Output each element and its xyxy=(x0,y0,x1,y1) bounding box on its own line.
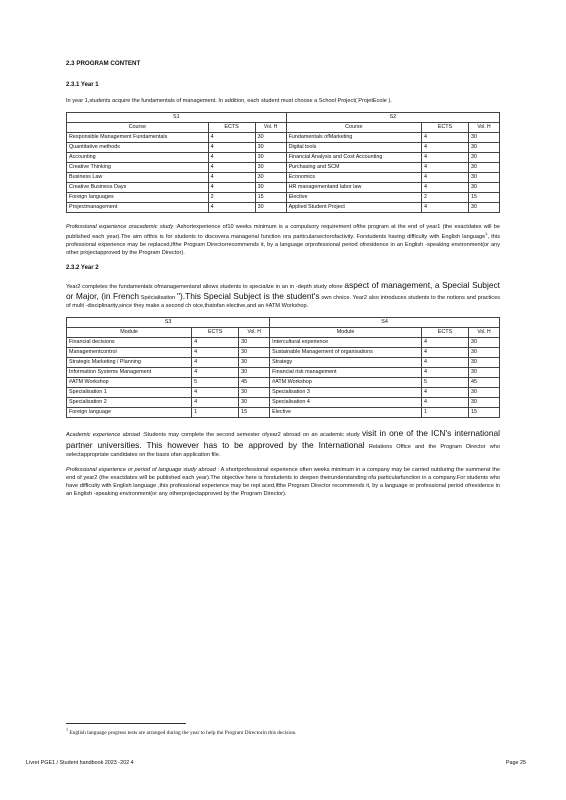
abroad-text-big: visit in one of the ICN's international partner universities. This however has to be approved by the International xyxy=(66,428,501,450)
col-ects: ECTS xyxy=(422,122,469,132)
prof-text: :Ashortexperience of10 weeks minimum is a compulsory requirement ofthe program at the end of year1 (the exactdates will be published each year).The aim ofthis is for students to discovera managerial function ora particularsectorofactivity. Forstudents having difficulty with English language xyxy=(66,223,500,240)
ects-right: 4 xyxy=(422,202,469,212)
course-right: Intercultural experience xyxy=(270,338,422,348)
vol-right: 30 xyxy=(469,182,500,192)
ects-right: 4 xyxy=(422,162,469,172)
course-left: Strategic Marketing / Planning xyxy=(67,358,192,368)
ects-left: 2 xyxy=(208,192,255,202)
vol-left: 30 xyxy=(255,162,286,172)
col-module: Module xyxy=(67,328,192,338)
footnote-text: English language progress tests are arranged during the year to help the Program Directorin this decision. xyxy=(68,729,297,736)
ects-left: 4 xyxy=(192,338,239,348)
table-row xyxy=(67,408,500,418)
table-row xyxy=(67,172,500,182)
col-ects: ECTS xyxy=(422,328,469,338)
col-course: Course xyxy=(286,122,421,132)
ects-right: 4 xyxy=(422,142,469,152)
footnote-divider xyxy=(66,723,186,724)
year2-intro-c: Spécialisation xyxy=(140,295,176,302)
table-row xyxy=(67,348,500,358)
course-right: HR managementand labor law xyxy=(286,182,421,192)
table-row xyxy=(67,398,500,408)
semester-s1: S1 xyxy=(67,112,287,122)
course-right: Specialisation 3 xyxy=(270,388,422,398)
vol-left: 15 xyxy=(255,192,286,202)
footnote-mark: 1 xyxy=(66,727,68,732)
course-right: Fundamentals ofMarketing xyxy=(286,132,421,142)
vol-left: 30 xyxy=(255,132,286,142)
course-left: Quantitative methods xyxy=(67,142,209,152)
col-vol: Vol. H xyxy=(469,122,500,132)
ects-left: 4 xyxy=(192,348,239,358)
vol-left: 30 xyxy=(239,368,270,378)
abroad-text: :Students may complete the second semester ofyear2 abroad on an academic study xyxy=(140,432,360,439)
prof-text-2: , this professional experience may be replaced,ifthe Program Directorrecommends it, by a language orprofessional period ofresidence in an English -speaking environment(or any other projectapproved by the Program Director). xyxy=(66,233,500,257)
ects-right: 5 xyxy=(422,378,469,388)
vol-right: 30 xyxy=(469,132,500,142)
table-row xyxy=(67,192,500,202)
vol-right: 30 xyxy=(469,398,500,408)
course-right: Financial Analysis and Cost Accounting xyxy=(286,152,421,162)
table-row xyxy=(67,202,500,212)
table-row xyxy=(67,388,500,398)
year1-table xyxy=(66,112,500,213)
footer-left: Livret PGE1 / Student handbook 2023 -202 4 xyxy=(26,760,134,766)
ects-left: 4 xyxy=(192,398,239,408)
ects-right: 4 xyxy=(422,348,469,358)
year2-heading: 2.3.2 Year 2 xyxy=(66,265,99,272)
vol-left: 30 xyxy=(255,202,286,212)
ects-left: 4 xyxy=(208,172,255,182)
year1-intro: In year 1,students acquire the fundamentals of management. In addition, each student must choose a School Project( ProjetEcole ). xyxy=(66,97,392,104)
vol-left: 45 xyxy=(239,378,270,388)
course-right: Purchasing and SCM xyxy=(286,162,421,172)
semester-s4: S4 xyxy=(270,318,500,328)
semester-s2: S2 xyxy=(286,112,499,122)
vol-left: 30 xyxy=(239,338,270,348)
vol-right: 30 xyxy=(469,202,500,212)
abroad-text-2: Relations Office and the Program Director who selectappropriate candidates on the basis ofan application file. xyxy=(66,443,500,458)
year2-intro-b: aspect of management, a Special Subject or Major, (in French xyxy=(66,279,500,302)
year2-table-body xyxy=(67,338,500,418)
col-course: Course xyxy=(67,122,209,132)
page-content xyxy=(66,60,500,505)
ects-left: 4 xyxy=(208,152,255,162)
course-right: Elective xyxy=(270,408,422,418)
ects-left: 4 xyxy=(208,132,255,142)
ects-left: 4 xyxy=(208,162,255,172)
col-ects: ECTS xyxy=(208,122,255,132)
ects-right: 1 xyxy=(422,408,469,418)
table-row xyxy=(67,358,500,368)
vol-right: 30 xyxy=(469,172,500,182)
year2-academic-abroad xyxy=(66,428,500,458)
col-vol: Vol. H xyxy=(469,328,500,338)
course-left: Specialisation 2 xyxy=(67,398,192,408)
ects-right: 4 xyxy=(422,388,469,398)
vol-right: 30 xyxy=(469,152,500,162)
vol-left: 30 xyxy=(255,182,286,192)
course-left: Projectmanagement xyxy=(67,202,209,212)
prof2-label: Professional experience or period of language study abroad xyxy=(66,466,216,473)
ects-right: 4 xyxy=(422,132,469,142)
vol-left: 30 xyxy=(239,388,270,398)
course-left: Accounting xyxy=(67,152,209,162)
course-right: #ATM Workshop xyxy=(270,378,422,388)
table-row xyxy=(67,182,500,192)
ects-left: 4 xyxy=(208,202,255,212)
ects-right: 4 xyxy=(422,152,469,162)
vol-right: 30 xyxy=(469,162,500,172)
vol-left: 30 xyxy=(239,398,270,408)
table-row xyxy=(67,142,500,152)
page-footer xyxy=(26,760,526,766)
ects-right: 4 xyxy=(422,338,469,348)
prof-label: Professional experience oracademic study xyxy=(66,223,174,230)
table-row xyxy=(67,162,500,172)
vol-left: 30 xyxy=(255,152,286,162)
ects-left: 4 xyxy=(208,142,255,152)
vol-right: 45 xyxy=(469,378,500,388)
course-left: Information Systems Management xyxy=(67,368,192,378)
vol-right: 30 xyxy=(469,388,500,398)
vol-right: 30 xyxy=(469,368,500,378)
year2-table xyxy=(66,317,500,418)
ects-left: 4 xyxy=(192,358,239,368)
vol-left: 15 xyxy=(239,408,270,418)
ects-left: 4 xyxy=(208,182,255,192)
ects-left: 4 xyxy=(192,368,239,378)
course-right: Economics xyxy=(286,172,421,182)
course-left: #ATM Workshop xyxy=(67,378,192,388)
footnote-ref: 1 xyxy=(485,231,488,237)
vol-left: 30 xyxy=(239,358,270,368)
page-number: Page 25 xyxy=(505,760,526,766)
course-left: Managementcontrol xyxy=(67,348,192,358)
ects-right: 4 xyxy=(422,358,469,368)
year2-intro-e: own choice. Year2 also introduces students to the notions and practices of multi -disciplinarity,since they make a second ch oice,thatofan elective,and an #ATM Workshop. xyxy=(66,295,500,310)
abroad-label: Academic experience abroad xyxy=(66,432,141,439)
year1-heading: 2.3.1 Year 1 xyxy=(66,81,99,88)
vol-right: 30 xyxy=(469,358,500,368)
course-left: Responsible Management Fundamentals xyxy=(67,132,209,142)
course-right: Digital tools xyxy=(286,142,421,152)
table-row xyxy=(67,378,500,388)
vol-left: 30 xyxy=(255,172,286,182)
course-left: Specialisation 1 xyxy=(67,388,192,398)
course-left: Creative Business Days xyxy=(67,182,209,192)
ects-left: 5 xyxy=(192,378,239,388)
ects-left: 1 xyxy=(192,408,239,418)
course-right: Specialisation 4 xyxy=(270,398,422,408)
vol-left: 30 xyxy=(255,142,286,152)
course-left: Financial decisions xyxy=(67,338,192,348)
table-row xyxy=(67,338,500,348)
prof2-text: : A shortprofessional experience often weeks minimum in a company may be carried outduring the summerat the end of year2 (the exactdates will be published each year).The objective here is forstudents to deepen theirunderstanding ofa particularfunction in a company.For students who have difficulty with English language ,this professional experience may be repl aced,ifthe Program Director recommends it, by a language or professional period ofresidence in an English -speaking environment(or any otherprojectapproved by the Program Director). xyxy=(66,466,500,498)
course-right: Sustainable Management of organisations xyxy=(270,348,422,358)
ects-right: 2 xyxy=(422,192,469,202)
year1-table-body xyxy=(67,132,500,212)
vol-right: 15 xyxy=(469,192,500,202)
year2-intro-a: Year2 completes the fundamentals ofmanagementand allows students to specialize in an in -depth study ofone xyxy=(66,283,343,290)
footnote xyxy=(66,727,500,736)
section-heading: 2.3 PROGRAM CONTENT xyxy=(66,60,141,67)
table-row xyxy=(67,368,500,378)
ects-right: 4 xyxy=(422,182,469,192)
vol-right: 30 xyxy=(469,142,500,152)
col-ects: ECTS xyxy=(192,328,239,338)
course-left: Business Law xyxy=(67,172,209,182)
vol-right: 30 xyxy=(469,348,500,358)
table-row xyxy=(67,152,500,162)
course-left: Creative Thinking xyxy=(67,162,209,172)
course-right: Elective xyxy=(286,192,421,202)
year2-intro xyxy=(66,280,500,310)
col-vol: Vol. H xyxy=(239,328,270,338)
semester-s3: S3 xyxy=(67,318,270,328)
ects-right: 4 xyxy=(422,368,469,378)
course-right: Applied Student Project xyxy=(286,202,421,212)
vol-right: 30 xyxy=(469,338,500,348)
course-right: Financial risk management xyxy=(270,368,422,378)
ects-right: 4 xyxy=(422,398,469,408)
ects-right: 4 xyxy=(422,172,469,182)
col-module: Module xyxy=(270,328,422,338)
year2-intro-d: ").This Special Subject is the student's xyxy=(176,291,320,302)
course-right: Strategy xyxy=(270,358,422,368)
col-vol: Vol. H xyxy=(255,122,286,132)
year2-professional-experience xyxy=(66,466,500,498)
course-left: Foreign language xyxy=(67,408,192,418)
year1-professional-experience xyxy=(66,223,500,257)
course-left: Foreign languages xyxy=(67,192,209,202)
table-row xyxy=(67,132,500,142)
ects-left: 4 xyxy=(192,388,239,398)
vol-right: 15 xyxy=(469,408,500,418)
vol-left: 30 xyxy=(239,348,270,358)
